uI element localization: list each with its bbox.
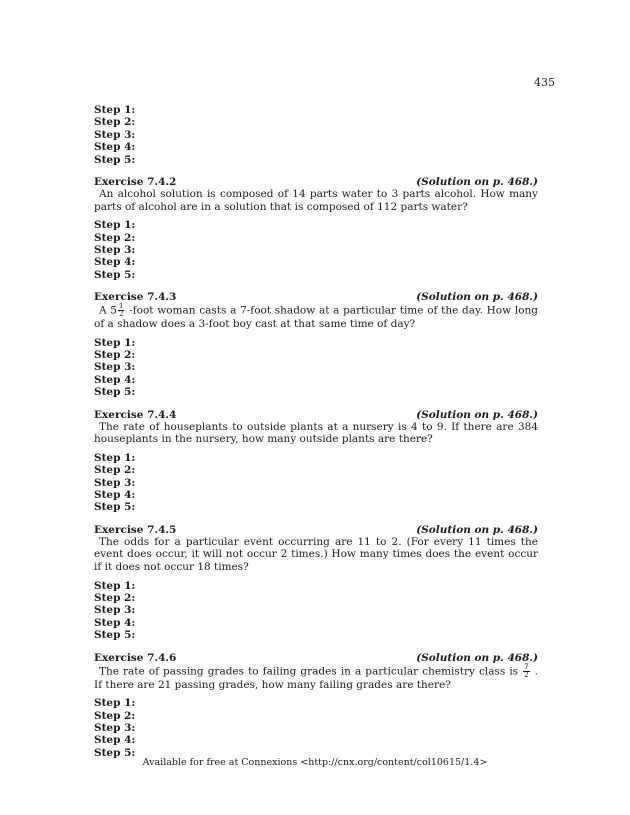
- exercise-text: The rate of houseplants to outside plants at a nursery is 4 to 9. If there are 384 houseplants in the nursery, how many outside plants are there?: [94, 420, 538, 446]
- step-label: Step 2:: [94, 349, 136, 362]
- page-content: [94, 104, 538, 759]
- step-list-7-4-1: [94, 104, 538, 166]
- step-list: [94, 580, 538, 642]
- solution-link[interactable]: (Solution on p. 468.): [416, 408, 538, 421]
- step-label: Step 4:: [94, 256, 136, 269]
- step-list: [94, 452, 538, 514]
- solution-link[interactable]: (Solution on p. 468.): [416, 523, 538, 536]
- step-label: Step 2:: [94, 464, 136, 477]
- step-label: Step 2:: [94, 116, 136, 129]
- step-label: Step 3:: [94, 721, 136, 734]
- exercise-header: [94, 524, 538, 536]
- step-label: Step 2:: [94, 231, 136, 244]
- step-label: Step 5:: [94, 386, 136, 399]
- fraction: [118, 303, 124, 318]
- step-label: Step 5:: [94, 268, 136, 281]
- step-label: Step 1:: [94, 579, 136, 592]
- step-list: [94, 219, 538, 281]
- step-list: [94, 697, 538, 759]
- step-label: Step 5:: [94, 153, 136, 166]
- exercise-text: [94, 303, 538, 331]
- solution-link[interactable]: (Solution on p. 468.): [416, 291, 538, 304]
- solution-link[interactable]: (Solution on p. 468.): [416, 175, 538, 188]
- exercise-text: An alcohol solution is composed of 14 parts water to 3 parts alcohol. How many parts of alcohol are in a solution that is composed of 112 parts water?: [94, 187, 538, 213]
- exercise-header: [94, 652, 538, 664]
- page-footer: Available for free at Connexions <http://cnx.org/content/col10615/1.4>: [142, 757, 488, 768]
- step-label: Step 5:: [94, 629, 136, 642]
- exercise-text-before: A 5: [99, 304, 117, 317]
- exercise-7-4-3: [94, 291, 538, 399]
- step-label: Step 4:: [94, 373, 136, 386]
- step-label: Step 4:: [94, 616, 136, 629]
- step-label: Step 1:: [94, 451, 136, 464]
- step-label: Step 1:: [94, 336, 136, 349]
- step-label: Step 5:: [94, 746, 136, 759]
- step-label: Step 3:: [94, 243, 136, 256]
- exercise-title: Exercise 7.4.4: [94, 408, 177, 421]
- step-label: Step 2:: [94, 591, 136, 604]
- step-label: Step 3:: [94, 604, 136, 617]
- exercise-header: [94, 291, 538, 303]
- exercise-text: The odds for a particular event occurring are 11 to 2. (For every 11 times the event does occur, it will not occur 2 times.) How many times does the event occur if it does not occur 18 times?: [94, 535, 538, 573]
- exercise-text-after: -foot woman casts a 7-foot shadow at a particular time of the day. How long of a shadow does a 3-foot boy cast at that same time of day?: [94, 304, 538, 331]
- step-label: Step 1:: [94, 104, 136, 116]
- step-label: Step 3:: [94, 361, 136, 374]
- exercise-text: [94, 664, 538, 692]
- step-label: Step 1:: [94, 697, 136, 710]
- solution-link[interactable]: (Solution on p. 468.): [416, 651, 538, 664]
- exercise-7-4-4: [94, 409, 538, 514]
- fraction: [523, 664, 529, 679]
- fraction-denominator: 2: [119, 310, 124, 319]
- step-label: Step 4:: [94, 141, 136, 154]
- exercise-header: [94, 409, 538, 421]
- exercise-text-before: The rate of passing grades to failing grades in a particular chemistry class is: [99, 665, 523, 678]
- exercise-title: Exercise 7.4.3: [94, 291, 177, 304]
- exercise-text-after: . If there are 21 passing grades, how many failing grades are there?: [94, 665, 538, 691]
- step-label: Step 3:: [94, 476, 136, 489]
- step-list: [94, 337, 538, 399]
- fraction-numerator: 7: [524, 662, 529, 671]
- exercise-7-4-6: [94, 652, 538, 760]
- step-label: Step 2:: [94, 709, 136, 722]
- step-label: Step 4:: [94, 489, 136, 501]
- exercise-title: Exercise 7.4.6: [94, 651, 177, 664]
- step-label: Step 5:: [94, 501, 136, 514]
- exercise-7-4-5: [94, 524, 538, 642]
- exercise-title: Exercise 7.4.5: [94, 523, 177, 536]
- step-label: Step 3:: [94, 128, 136, 141]
- fraction-numerator: 1: [119, 302, 124, 311]
- step-label: Step 1:: [94, 219, 136, 232]
- exercise-header: [94, 176, 538, 188]
- exercise-title: Exercise 7.4.2: [94, 175, 177, 188]
- step-label: Step 4:: [94, 734, 136, 747]
- page-number: 435: [534, 76, 555, 89]
- exercise-7-4-2: [94, 176, 538, 281]
- fraction-denominator: 2: [524, 670, 529, 679]
